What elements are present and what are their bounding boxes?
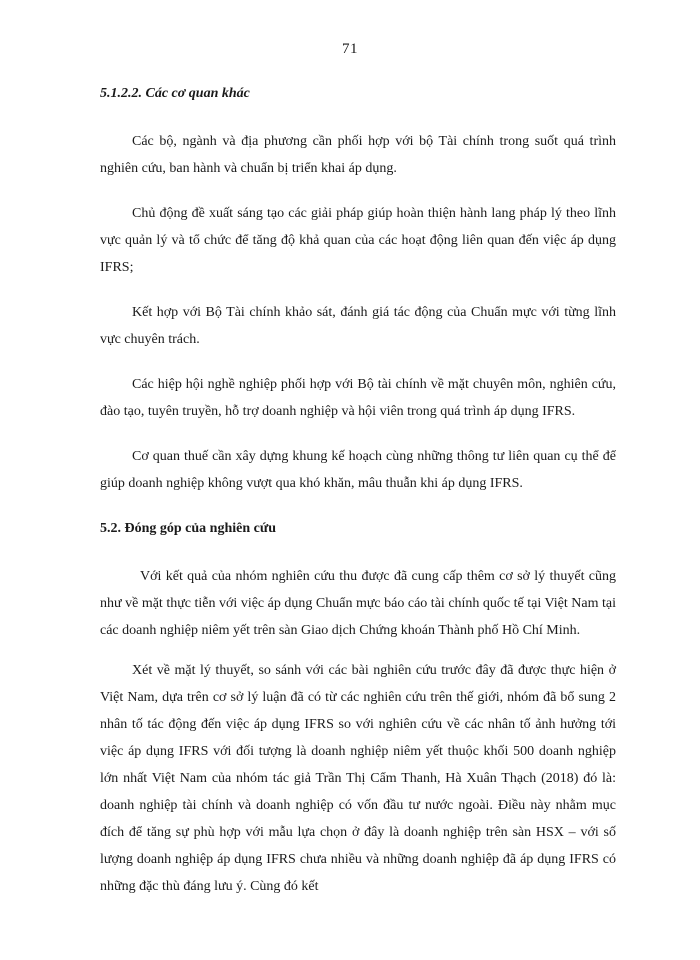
section-heading-5-2: 5.2. Đóng góp của nghiên cứu [100, 521, 277, 536]
paragraph-proactive-proposals: Chủ động đề xuất sáng tạo các giải pháp giúp hoàn thiện hành lang pháp lý theo lĩnh vực quản lý và tổ chức để tăng độ khả quan của các hoạt động liên quan đến việc áp dụng IFRS; [100, 206, 616, 275]
paragraph-research-results: Với kết quả của nhóm nghiên cứu thu được đã cung cấp thêm cơ sở lý thuyết cũng như về mặt thực tiễn với việc áp dụng Chuẩn mực báo cáo tài chính quốc tế tại Việt Nam tại các doanh nghiệp niêm yết trên sàn Giao dịch Chứng khoán Thành phố Hồ Chí Minh. [100, 569, 616, 638]
paragraph-survey-impact: Kết hợp với Bộ Tài chính khảo sát, đánh giá tác động của Chuẩn mực với từng lĩnh vực chuyên trách. [100, 305, 616, 347]
paragraph-ministries: Các bộ, ngành và địa phương cần phối hợp với bộ Tài chính trong suốt quá trình nghiên cứu, ban hành và chuẩn bị triển khai áp dụng. [100, 134, 616, 176]
paragraph-tax-authority: Cơ quan thuế cần xây dựng khung kế hoạch cùng những thông tư liên quan cụ thể để giúp doanh nghiệp không vượt qua khó khăn, mâu thuẫn khi áp dụng IFRS. [100, 449, 616, 491]
paragraph-theoretical-contribution: Xét về mặt lý thuyết, so sánh với các bài nghiên cứu trước đây đã được thực hiện ở Việt Nam, dựa trên cơ sở lý luận đã có từ các nghiên cứu trên thế giới, nhóm đã bổ sung 2 nhân tố tác động đến việc áp dụng IFRS so với nghiên cứu về các nhân tố ảnh hưởng tới việc áp dụng IFRS với đối tượng là doanh nghiệp niêm yết thuộc khối 500 doanh nghiệp lớn nhất Việt Nam của nhóm tác giả Trần Thị Cẩm Thanh, Hà Xuân Thạch (2018) đó là: doanh nghiệp tài chính và doanh nghiệp có vốn đầu tư nước ngoài. Điều này nhằm mục đích để tăng sự phù hợp với mẫu lựa chọn ở đây là doanh nghiệp trên sàn HSX – với số lượng doanh nghiệp áp dụng IFRS chưa nhiều và những doanh nghiệp đã áp dụng IFRS có những đặc thù đáng lưu ý. Cùng đó kết [100, 663, 616, 894]
page-number: 71 [342, 41, 358, 57]
page-content [100, 80, 616, 918]
section-heading-5-1-2-2: 5.1.2.2. Các cơ quan khác [100, 86, 250, 101]
paragraph-professional-associations: Các hiệp hội nghề nghiệp phối hợp với Bộ tài chính về mặt chuyên môn, nghiên cứu, đào tạo, tuyên truyền, hỗ trợ doanh nghiệp và hội viên trong quá trình áp dụng IFRS. [100, 377, 616, 419]
